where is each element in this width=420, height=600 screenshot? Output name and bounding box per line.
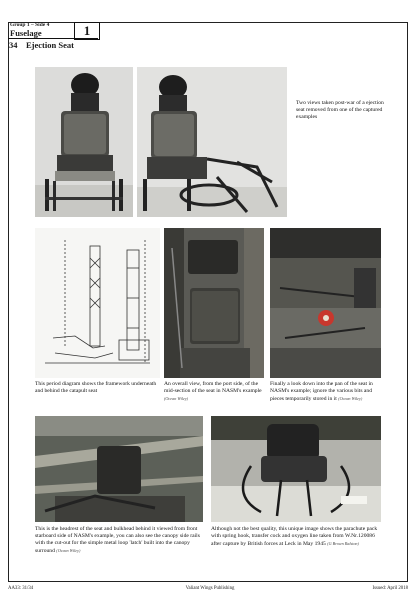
section-label: Fuselage bbox=[10, 28, 42, 38]
footer-center: Valiant Wings Publishing bbox=[185, 586, 235, 591]
port-side-photo bbox=[164, 228, 264, 378]
group-label: Group 1 – Side 4 bbox=[10, 22, 50, 28]
group-number-badge: 1 bbox=[74, 22, 100, 40]
framework-diagram bbox=[35, 228, 160, 378]
photo-credit: (Ocean Wiley) bbox=[338, 396, 363, 401]
page-title: Ejection Seat bbox=[26, 40, 74, 50]
page-number: 34 bbox=[9, 40, 18, 50]
photo-credit: (Ocean Wiley) bbox=[164, 396, 189, 401]
footer-left: AA33: 31/34 bbox=[8, 586, 34, 591]
parachute-pack-photo bbox=[211, 416, 381, 522]
caption-seat-pan bbox=[270, 381, 382, 403]
seat-pan-photo bbox=[270, 228, 381, 378]
caption-headrest bbox=[35, 526, 203, 555]
photo-credit: (Ocean Wiley) bbox=[56, 548, 81, 553]
caption-parachute bbox=[211, 526, 381, 548]
caption-seat-pan-text: Finally a look down into the pan of the seat in NASM's example; ignore the various bits and pieces temporarily stored in it bbox=[270, 381, 373, 402]
ejection-seat-side-photo bbox=[137, 67, 287, 217]
header-rule bbox=[8, 38, 98, 39]
ejection-seat-front-photo bbox=[35, 67, 133, 217]
caption-port-side bbox=[164, 381, 264, 403]
photo-credit: (G Brown Ralston) bbox=[327, 541, 359, 546]
caption-parachute-text: Although not the best quality, this unique image shows the parachute pack with spring hook, transfer cock and oxygen line taken from W.Nr.120086 after capture by British forces at Leck in May 1945 bbox=[211, 526, 378, 547]
caption-headrest-text: This is the headrest of the seat and bulkhead behind it viewed from front starboard side of NASM's example, you can also see the canopy side rails with the cut-out for the simple metal loop 'latch' built into the canopy surround bbox=[35, 526, 200, 554]
headrest-photo bbox=[35, 416, 203, 522]
caption-diagram: This period diagram shows the framework underneath and behind the catapult seat bbox=[35, 381, 157, 394]
caption-top-right: Two views taken post-war of a ejection seat removed from one of the captured examples bbox=[296, 100, 384, 120]
caption-port-side-text: An overall view, from the port side, of the mid-section of the seat in NASM's example bbox=[164, 381, 262, 394]
footer-right: Issued: April 2018 bbox=[372, 586, 408, 591]
